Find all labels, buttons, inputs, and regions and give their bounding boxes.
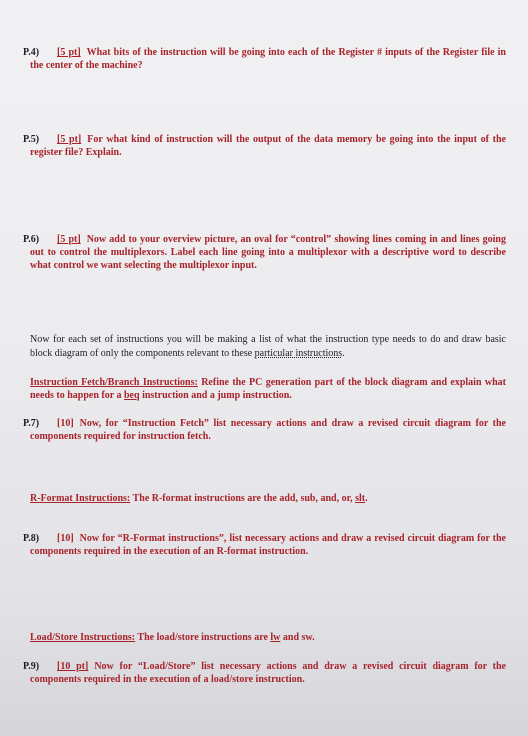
beq-keyword: beq — [124, 390, 140, 401]
section-text-end: and sw. — [280, 632, 315, 643]
question-number: P.7) — [23, 418, 40, 429]
question-number: P.8) — [23, 533, 40, 544]
section-heading: R-Format Instructions: — [30, 493, 131, 504]
section-text: The load/store instructions are — [135, 632, 271, 643]
question-number: P.5) — [23, 134, 40, 145]
question-p9 — [23, 660, 506, 686]
question-number: P.4) — [23, 47, 40, 58]
question-p8 — [23, 532, 506, 558]
question-p5 — [23, 133, 506, 159]
intro-emphasis: particular instructions — [254, 348, 343, 359]
question-text: Now for “R-Format instructions”, list necessary actions and draw a revised circuit diagram for the components required in the execution of an R-format instruction. — [30, 533, 506, 557]
section-text: Refine the PC generation part of the block diagram and explain what needs to happen for a — [30, 377, 506, 401]
question-points: [5 pt] — [57, 47, 81, 58]
question-points: [5 pt] — [57, 134, 82, 145]
question-points: [10 pt] — [57, 661, 89, 672]
section-text-end: instruction and a jump instruction. — [139, 390, 292, 401]
question-number: P.9) — [23, 661, 40, 672]
fetch-branch-section — [30, 376, 506, 402]
question-text: What bits of the instruction will be going into each of the Register # inputs of the Register file in the center of the machine? — [30, 47, 506, 71]
section-text-end: . — [365, 493, 368, 504]
question-points: [5 pt] — [57, 234, 81, 245]
question-points: [10] — [57, 533, 74, 544]
question-p6 — [23, 233, 506, 272]
lw-keyword: lw — [270, 632, 281, 643]
section-text: The R-format instructions are the add, sub, and, or, — [130, 493, 356, 504]
question-number: P.6) — [23, 234, 40, 245]
question-points: [10] — [57, 418, 74, 429]
question-text: Now, for “Instruction Fetch” list necessary actions and draw a revised circuit diagram for the components required for instruction fetch. — [30, 418, 506, 442]
rformat-section — [30, 492, 506, 505]
intro-period: . — [342, 348, 345, 359]
intro-text: Now for each set of instructions you will be making a list of what the instruction type needs to do and draw basic block diagram of only the components relevant to these — [30, 334, 506, 359]
loadstore-section — [30, 631, 506, 644]
section-heading: Instruction Fetch/Branch Instructions: — [30, 377, 198, 388]
question-p7 — [23, 417, 506, 443]
slt-keyword: slt — [355, 493, 366, 504]
section-heading: Load/Store Instructions: — [30, 632, 136, 643]
question-text: For what kind of instruction will the output of the data memory be going into the input of the register file? Explain. — [30, 134, 506, 158]
question-text: Now for “Load/Store” list necessary actions and draw a revised circuit diagram for the components required in the execution of a load/store instruction. — [30, 661, 506, 685]
intro-paragraph — [30, 333, 506, 361]
question-p4 — [23, 46, 506, 72]
question-text: Now add to your overview picture, an oval for “control” showing lines coming in and lines going out to control the multiplexors. Label each line going into a multiplexor with a descriptive word to describe what control we want selecting the multiplexor input. — [30, 234, 506, 271]
